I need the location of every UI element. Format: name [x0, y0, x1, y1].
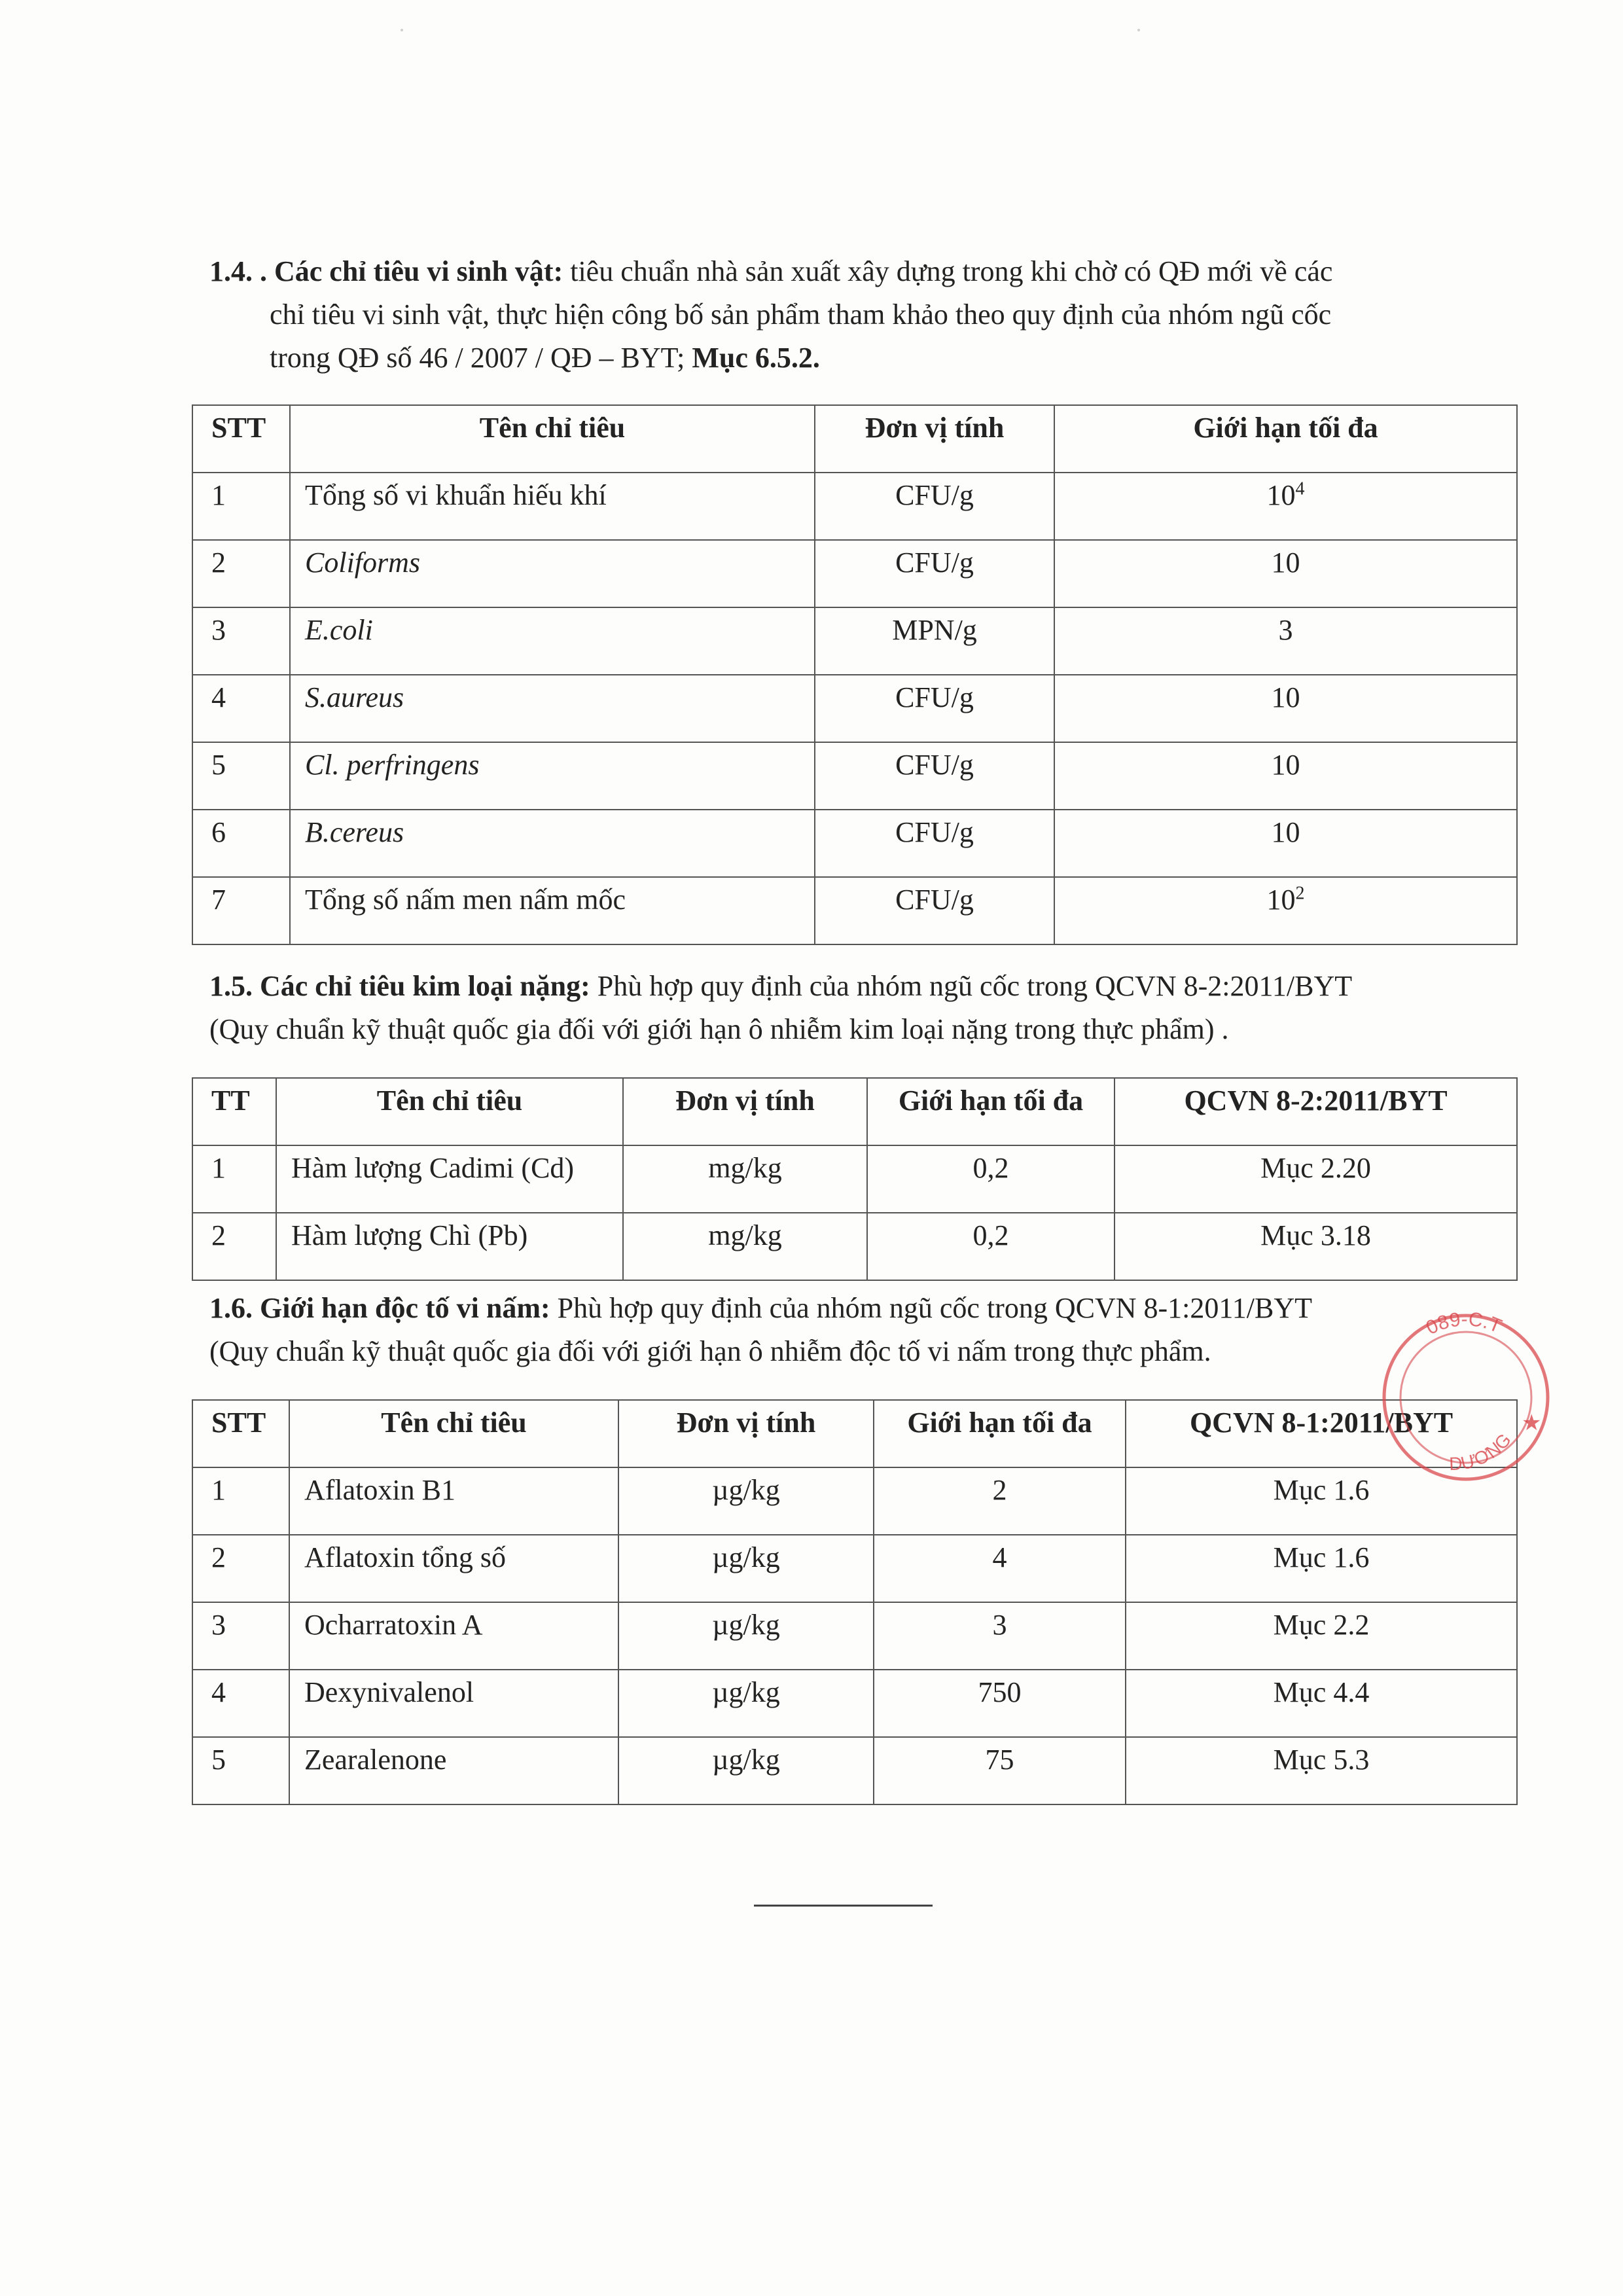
cell-unit: CFU/g — [815, 810, 1054, 877]
section-1-4-text: tiêu chuẩn nhà sản xuất xây dựng trong khi chờ có QĐ mới về các — [563, 255, 1333, 287]
section-1-4-line1 — [209, 250, 1505, 293]
section-1-4-line3 — [209, 336, 1505, 380]
col-header-name: Tên chỉ tiêu — [276, 1078, 623, 1145]
stamp-text-top: 089-C.T — [1423, 1308, 1505, 1339]
table-row — [192, 1213, 1517, 1280]
cell-name: Tổng số vi khuẩn hiếu khí — [290, 473, 815, 540]
cell-limit — [1054, 473, 1517, 540]
section-1-6-line1 — [209, 1287, 1505, 1330]
limit-base: 10 — [1266, 884, 1296, 916]
cell-stt: 2 — [192, 540, 290, 607]
col-header-unit: Đơn vị tính — [618, 1400, 874, 1467]
section-1-4-reference: Mục 6.5.2. — [685, 342, 820, 374]
col-header-stt: STT — [192, 405, 290, 473]
table-row — [192, 1145, 1517, 1213]
section-1-4-heading: Các chỉ tiêu vi sinh vật: — [274, 255, 563, 287]
table-heavy-metals — [192, 1077, 1518, 1281]
section-1-5-line1 — [209, 965, 1505, 1008]
cell-name: Hàm lượng Cadimi (Cd) — [276, 1145, 623, 1213]
cell-stt: 5 — [192, 742, 290, 810]
cell-name: Dexynivalenol — [289, 1670, 618, 1737]
table-row — [192, 675, 1517, 742]
section-1-4-line3-text: trong QĐ số 46 / 2007 / QĐ – BYT; — [270, 342, 685, 374]
cell-limit — [1054, 877, 1517, 944]
cell-limit: 0,2 — [867, 1145, 1115, 1213]
section-1-6-heading: Giới hạn độc tố vi nấm: — [260, 1292, 550, 1324]
cell-unit: mg/kg — [623, 1145, 867, 1213]
section-1-6-number: 1.6. — [209, 1292, 253, 1324]
cell-name: Hàm lượng Chì (Pb) — [276, 1213, 623, 1280]
cell-name: B.cereus — [290, 810, 815, 877]
cell-limit: 4 — [874, 1535, 1126, 1602]
scan-speck — [1137, 29, 1140, 31]
table-row — [192, 742, 1517, 810]
cell-limit: 2 — [874, 1467, 1126, 1535]
section-1-5-heading: Các chỉ tiêu kim loại nặng: — [260, 970, 590, 1002]
cell-name: Cl. perfringens — [290, 742, 815, 810]
col-header-name: Tên chỉ tiêu — [290, 405, 815, 473]
section-1-4-number: 1.4. . — [209, 255, 267, 287]
cell-stt: 6 — [192, 810, 290, 877]
cell-stt: 1 — [192, 1467, 289, 1535]
cell-unit: µg/kg — [618, 1467, 874, 1535]
col-header-qcvn: QCVN 8-1:2011/BYT — [1126, 1400, 1517, 1467]
limit-base: 10 — [1266, 479, 1296, 511]
company-stamp — [1355, 1289, 1551, 1499]
section-1-4-line2: chỉ tiêu vi sinh vật, thực hiện công bố sản phẩm tham khảo theo quy định của nhóm ngũ cốc — [270, 298, 1332, 331]
cell-reference: Mục 3.18 — [1115, 1213, 1517, 1280]
cell-limit: 10 — [1054, 810, 1517, 877]
col-header-unit: Đơn vị tính — [815, 405, 1054, 473]
cell-limit: 75 — [874, 1737, 1126, 1804]
cell-reference: Mục 5.3 — [1126, 1737, 1517, 1804]
cell-stt: 3 — [192, 607, 290, 675]
table-header-row — [192, 1078, 1517, 1145]
cell-unit: MPN/g — [815, 607, 1054, 675]
section-1-6 — [209, 1287, 1505, 1373]
scan-speck — [401, 29, 403, 31]
table-row — [192, 1737, 1517, 1804]
cell-name: S.aureus — [290, 675, 815, 742]
cell-stt: 2 — [192, 1535, 289, 1602]
col-header-limit: Giới hạn tối đa — [874, 1400, 1126, 1467]
section-1-5-text: Phù hợp quy định của nhóm ngũ cốc trong QCVN 8-2:2011/BYT — [590, 970, 1353, 1002]
cell-unit: CFU/g — [815, 473, 1054, 540]
table-row — [192, 1467, 1517, 1535]
section-1-5 — [209, 965, 1505, 1051]
cell-unit: mg/kg — [623, 1213, 867, 1280]
cell-limit: 10 — [1054, 540, 1517, 607]
table-row — [192, 1602, 1517, 1670]
cell-name: Aflatoxin B1 — [289, 1467, 618, 1535]
table-header-row — [192, 405, 1517, 473]
col-header-limit: Giới hạn tối đa — [1054, 405, 1517, 473]
limit-exponent: 2 — [1295, 883, 1305, 904]
section-1-4 — [209, 250, 1505, 380]
cell-limit: 750 — [874, 1670, 1126, 1737]
table-row — [192, 1670, 1517, 1737]
col-header-stt: STT — [192, 1400, 289, 1467]
cell-reference: Mục 2.2 — [1126, 1602, 1517, 1670]
table-row — [192, 540, 1517, 607]
cell-stt: 2 — [192, 1213, 276, 1280]
table-row — [192, 877, 1517, 944]
cell-limit: 10 — [1054, 742, 1517, 810]
stamp-star-icon: ★ — [1522, 1410, 1542, 1436]
cell-stt: 1 — [192, 473, 290, 540]
cell-limit: 3 — [874, 1602, 1126, 1670]
cell-reference: Mục 4.4 — [1126, 1670, 1517, 1737]
footer-rule — [754, 1905, 933, 1907]
cell-stt: 7 — [192, 877, 290, 944]
col-header-tt: TT — [192, 1078, 276, 1145]
cell-limit: 3 — [1054, 607, 1517, 675]
col-header-qcvn: QCVN 8-2:2011/BYT — [1115, 1078, 1517, 1145]
limit-exponent: 4 — [1295, 478, 1305, 499]
cell-name: Aflatoxin tổng số — [289, 1535, 618, 1602]
cell-unit: µg/kg — [618, 1602, 874, 1670]
cell-unit: CFU/g — [815, 877, 1054, 944]
cell-reference: Mục 2.20 — [1115, 1145, 1517, 1213]
section-1-5-line2: (Quy chuẩn kỹ thuật quốc gia đối với giới hạn ô nhiễm kim loại nặng trong thực phẩm) . — [209, 1013, 1229, 1045]
cell-unit: CFU/g — [815, 742, 1054, 810]
cell-reference: Mục 1.6 — [1126, 1535, 1517, 1602]
section-1-6-line2: (Quy chuẩn kỹ thuật quốc gia đối với giới hạn ô nhiễm độc tố vi nấm trong thực phẩm. — [209, 1335, 1211, 1367]
cell-stt: 1 — [192, 1145, 276, 1213]
table-header-row — [192, 1400, 1517, 1467]
cell-reference: Mục 1.6 — [1126, 1467, 1517, 1535]
table-row — [192, 607, 1517, 675]
col-header-unit: Đơn vị tính — [623, 1078, 867, 1145]
table-row — [192, 1535, 1517, 1602]
cell-unit: µg/kg — [618, 1737, 874, 1804]
cell-name: Ocharratoxin A — [289, 1602, 618, 1670]
section-1-6-text: Phù hợp quy định của nhóm ngũ cốc trong QCVN 8-1:2011/BYT — [550, 1292, 1312, 1324]
cell-name: E.coli — [290, 607, 815, 675]
section-1-5-number: 1.5. — [209, 970, 253, 1002]
table-row — [192, 473, 1517, 540]
cell-stt: 4 — [192, 1670, 289, 1737]
cell-name: Coliforms — [290, 540, 815, 607]
cell-unit: CFU/g — [815, 540, 1054, 607]
stamp-text-bottom: DƯƠNG — [1448, 1429, 1515, 1475]
table-mycotoxins — [192, 1399, 1518, 1805]
cell-name: Tổng số nấm men nấm mốc — [290, 877, 815, 944]
cell-unit: µg/kg — [618, 1670, 874, 1737]
cell-stt: 5 — [192, 1737, 289, 1804]
cell-unit: µg/kg — [618, 1535, 874, 1602]
svg-text:089-C.T — [1423, 1308, 1505, 1339]
col-header-limit: Giới hạn tối đa — [867, 1078, 1115, 1145]
col-header-name: Tên chỉ tiêu — [289, 1400, 618, 1467]
cell-name: Zearalenone — [289, 1737, 618, 1804]
cell-limit: 0,2 — [867, 1213, 1115, 1280]
table-row — [192, 810, 1517, 877]
cell-stt: 4 — [192, 675, 290, 742]
table-microbiological — [192, 404, 1518, 945]
cell-unit: CFU/g — [815, 675, 1054, 742]
cell-limit: 10 — [1054, 675, 1517, 742]
cell-stt: 3 — [192, 1602, 289, 1670]
